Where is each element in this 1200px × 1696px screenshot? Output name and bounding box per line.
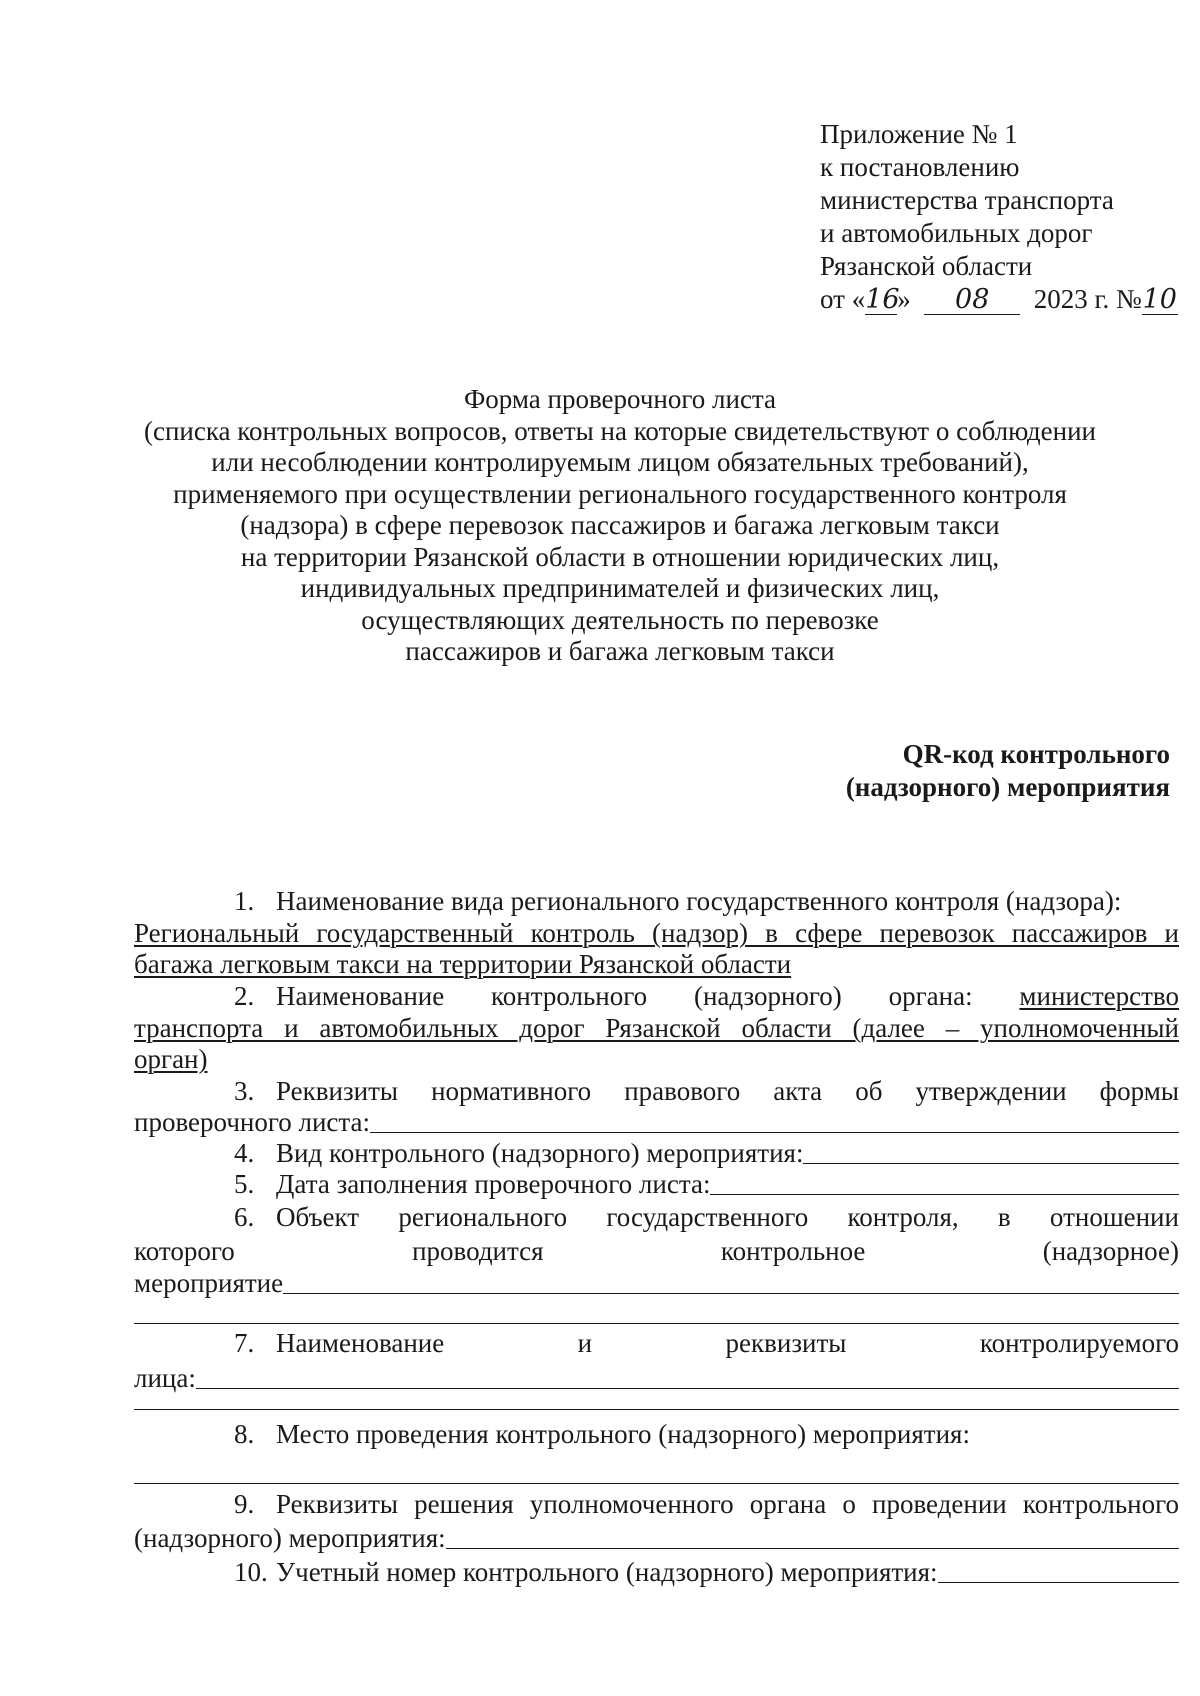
handwritten-number: 10: [1142, 284, 1177, 315]
appendix-line: Приложение № 1: [820, 119, 1018, 149]
item-value: транспорта и автомобильных дорог Рязанской области (далее – уполномоченный: [134, 1013, 1179, 1043]
item-label: реквизиты: [725, 1328, 847, 1358]
item-7-line: [134, 1327, 1179, 1360]
item-label: которого: [134, 1236, 235, 1266]
item-8-line: [134, 1418, 970, 1451]
item-number: 10.: [234, 1557, 268, 1587]
item-1-line: [134, 885, 1179, 918]
item-label: мероприятие: [134, 1268, 284, 1298]
item-2-value-line: [134, 1012, 1179, 1045]
appendix-line: Рязанской области: [820, 251, 1033, 281]
appendix-header: [820, 118, 1180, 316]
item-3-fill-line: [134, 1106, 1179, 1139]
appendix-line: министерства транспорта: [820, 185, 1114, 215]
form-title: [120, 384, 1120, 668]
item-number: 1.: [234, 886, 255, 916]
item-label: в: [997, 1202, 1011, 1232]
item-label: отношении: [1049, 1202, 1179, 1232]
item-10-line: [134, 1556, 1179, 1589]
item-4-line: [134, 1137, 1179, 1170]
item-label: (надзорного): [693, 981, 842, 1011]
item-1-value-line: [134, 948, 791, 981]
item-7-fill-line: [134, 1362, 1179, 1395]
appendix-date-line: [820, 283, 1180, 316]
item-label: контроля,: [847, 1202, 959, 1232]
item-number: 7.: [234, 1328, 255, 1358]
qr-code-caption: [846, 738, 1170, 804]
title-line: (надзора) в сфере перевозок пассажиров и багажа легковым такси: [240, 510, 1000, 540]
item-number: 5.: [234, 1169, 255, 1199]
fill-in-blank: [370, 1106, 1179, 1133]
handwritten-month: 08: [924, 286, 1020, 315]
date-close: »: [897, 284, 911, 314]
item-label: Реквизиты решения уполномоченного органа о проведении контрольного: [276, 1489, 1179, 1519]
item-value: министерство: [1019, 981, 1179, 1011]
handwritten-day: 16: [865, 284, 900, 315]
item-label: Место проведения контрольного (надзорного) мероприятия:: [276, 1419, 970, 1449]
item-label: контролируемого: [979, 1328, 1179, 1358]
fill-in-blank: [710, 1168, 1179, 1195]
item-label: лица:: [134, 1363, 196, 1393]
item-label: (надзорного) мероприятия:: [134, 1523, 446, 1553]
fill-in-rule: [134, 1409, 1179, 1410]
title-line: или несоблюдении контролируемым лицом обязательных требований),: [211, 447, 1029, 477]
item-number: 4.: [234, 1138, 255, 1168]
item-3-line: [134, 1075, 1179, 1108]
date-prefix: от «: [820, 284, 866, 314]
fill-in-rule: [134, 1483, 1179, 1484]
title-line: индивидуальных предпринимателей и физических лиц,: [300, 573, 940, 603]
year-text: 2023 г. №: [1033, 284, 1142, 314]
item-label: Дата заполнения проверочного листа:: [276, 1169, 711, 1199]
fill-in-blank: [283, 1267, 1179, 1294]
item-label: государственного: [606, 1202, 809, 1232]
title-line: осуществляющих деятельность по перевозке: [361, 604, 879, 635]
item-label: проверочного листа:: [134, 1107, 371, 1137]
item-2-value-line: [134, 1043, 208, 1076]
item-value: Региональный государственный контроль (надзор) в сфере перевозок пассажиров и: [134, 918, 1179, 948]
fill-in-blank: [803, 1137, 1179, 1164]
appendix-line: к постановлению: [820, 152, 1020, 182]
title-line: пассажиров и багажа легковым такси: [405, 636, 835, 666]
title-line: на территории Рязанской области в отношении юридических лиц,: [240, 541, 1000, 572]
item-5-line: [134, 1168, 1179, 1201]
item-6-line: [134, 1235, 1179, 1268]
item-number: 3.: [234, 1076, 255, 1106]
item-label: и: [577, 1328, 593, 1358]
title-line: (списка контрольных вопросов, ответы на которые свидетельствуют о соблюдении: [143, 415, 1096, 446]
item-number: 2.: [234, 981, 255, 1011]
fill-in-blank: [446, 1522, 1179, 1549]
item-value: багажа легковым такси на территории Рязанской области: [134, 949, 792, 979]
item-label: Наименование: [276, 1328, 445, 1358]
item-label: Наименование: [276, 981, 445, 1011]
title-line: применяемого при осуществлении регионального государственного контроля: [173, 478, 1067, 509]
item-number: 9.: [234, 1489, 255, 1519]
fill-in-rule: [134, 1323, 1179, 1324]
fill-in-blank: [938, 1556, 1179, 1583]
item-2-line: [134, 980, 1179, 1013]
item-6-fill-line: [134, 1267, 1179, 1300]
item-6-line: [134, 1201, 1179, 1234]
item-9-line: [134, 1488, 1179, 1521]
item-label: Объект: [276, 1202, 360, 1232]
title-line: Форма проверочного листа: [463, 384, 777, 414]
item-label: органа:: [888, 981, 973, 1011]
item-value: орган): [134, 1044, 208, 1074]
item-9-fill-line: [134, 1522, 1179, 1555]
item-1-value-line: [134, 917, 1179, 950]
item-label: регионального: [398, 1202, 568, 1232]
item-label: Учетный номер контрольного (надзорного) мероприятия:: [276, 1557, 938, 1587]
item-label: (надзорное): [1042, 1236, 1179, 1266]
qr-caption-line: (надзорного) мероприятия: [845, 772, 1170, 802]
item-label: Реквизиты нормативного правового акта об утверждении формы: [276, 1076, 1179, 1106]
fill-in-blank: [196, 1362, 1179, 1389]
qr-caption-line: QR-код контрольного: [902, 739, 1170, 769]
item-number: 8.: [234, 1419, 255, 1449]
item-label: контрольного: [491, 981, 648, 1011]
item-label: проводится: [412, 1236, 544, 1266]
item-label: Вид контрольного (надзорного) мероприятия:: [276, 1138, 804, 1168]
item-label: Наименование вида регионального государственного контроля (надзора):: [276, 886, 1122, 916]
item-number: 6.: [234, 1202, 255, 1232]
item-label: контрольное: [720, 1236, 866, 1266]
appendix-line: и автомобильных дорог: [820, 218, 1093, 248]
